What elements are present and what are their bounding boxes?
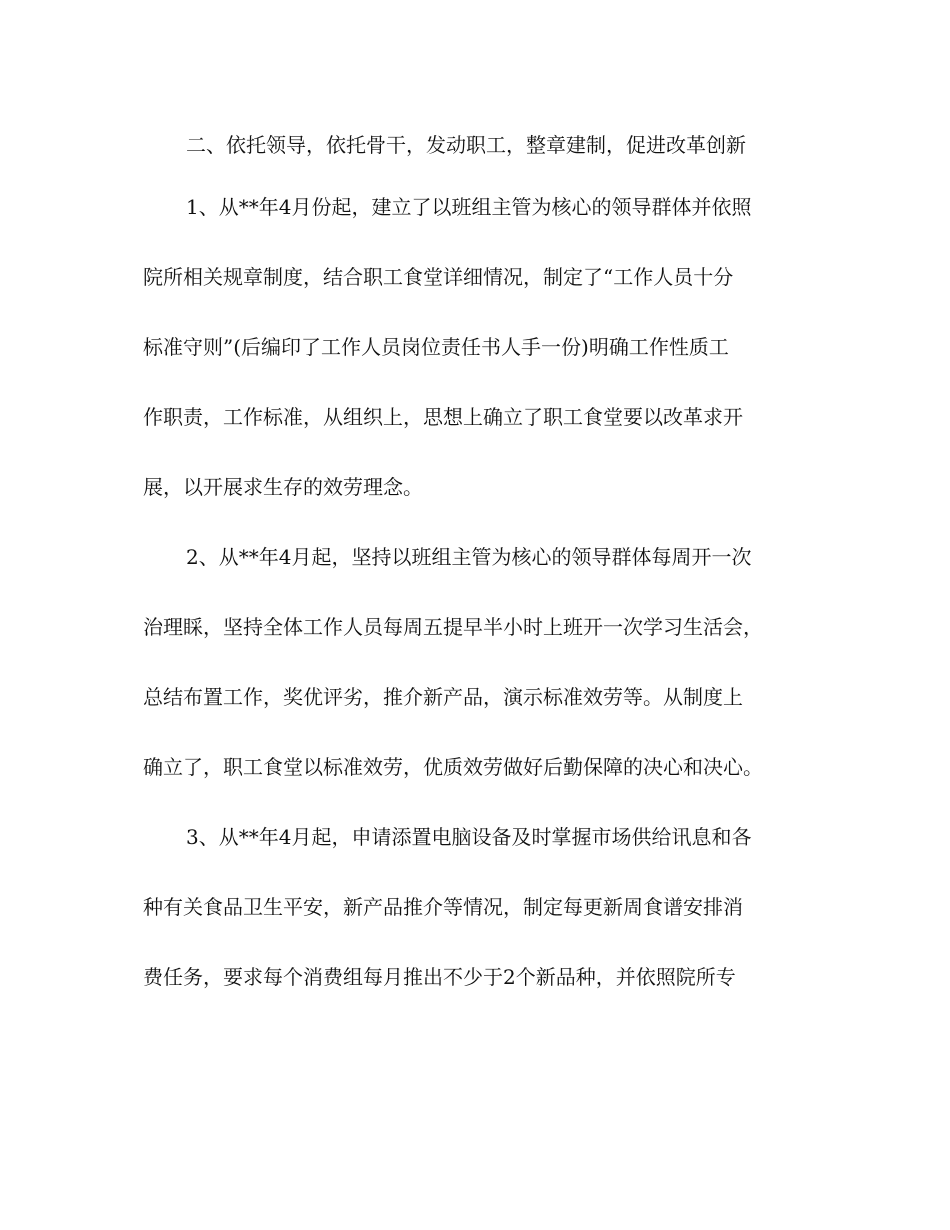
paragraph-line: 费任务，要求每个消费组每月推出不少于2个新品种，并依照院所专 — [143, 965, 736, 989]
paragraph-line: 2、从**年4月起，坚持以班组主管为核心的领导群体每周开一次 — [186, 545, 752, 569]
paragraph-line: 院所相关规章制度，结合职工食堂详细情况，制定了“工作人员十分 — [143, 265, 734, 289]
paragraph-line: 展，以开展求生存的效劳理念。 — [143, 475, 423, 499]
paragraph-line: 总结布置工作，奖优评劣，推介新产品，演示标准效劳等。从制度上 — [143, 685, 743, 709]
paragraph-line: 种有关食品卫生平安，新产品推介等情况，制定每更新周食谱安排消 — [143, 895, 743, 919]
paragraph-line: 确立了，职工食堂以标准效劳，优质效劳做好后勤保障的决心和决心。 — [143, 755, 763, 779]
paragraph-line: 标准守则”(后编印了工作人员岗位责任书人手一份)明确工作性质工 — [143, 335, 729, 359]
paragraph-line: 治理睬，坚持全体工作人员每周五提早半小时上班开一次学习生活会， — [143, 615, 763, 639]
paragraph-line: 作职责，工作标准，从组织上，思想上确立了职工食堂要以改革求开 — [143, 405, 743, 429]
paragraph-line: 1、从**年4月份起，建立了以班组主管为核心的领导群体并依照 — [186, 195, 752, 219]
paragraph-line: 3、从**年4月起，申请添置电脑设备及时掌握市场供给讯息和各 — [186, 825, 752, 849]
section-heading: 二、依托领导，依托骨干，发动职工，整章建制，促进改革创新 — [186, 133, 746, 157]
